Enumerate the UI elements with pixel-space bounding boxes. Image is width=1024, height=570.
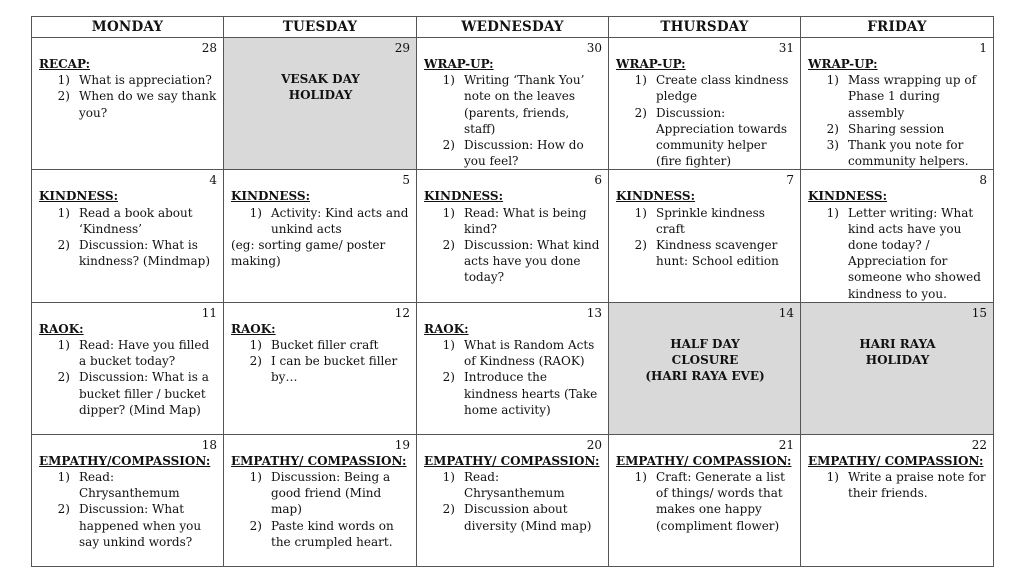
item-number: 2) [249,518,262,533]
item-number: 1) [442,470,455,485]
activity-item [616,237,794,269]
activity-item [231,518,410,550]
holiday-label [231,71,410,103]
date-number: 31 [778,41,794,55]
item-number: 1) [57,205,70,220]
item-text: Read a book about ‘Kindness’ [79,205,193,236]
holiday-cell [609,302,801,434]
date-number: 11 [201,305,217,320]
week-row [32,38,994,170]
activity-item [39,72,217,88]
day-cell [417,302,609,434]
table-header [32,17,994,38]
activity-item [424,469,602,501]
item-text: Activity: Kind acts and unkind acts [271,205,409,236]
activity-item [424,205,602,237]
activity-item [424,337,602,369]
item-text: Bucket filler craft [271,338,379,353]
activity-item [424,137,602,169]
item-number: 1) [249,205,262,220]
activity-item [424,369,602,418]
date-number: 4 [209,173,217,188]
activity-list [39,469,217,550]
date-number: 8 [979,173,987,188]
theme-heading: KINDNESS: [424,189,504,204]
date-number: 19 [394,437,410,452]
day-cell [32,302,224,434]
item-number: 1) [249,470,262,485]
item-text: I can be bucket filler by… [271,354,398,385]
activity-item [616,469,794,534]
holiday-label-line: CLOSURE [671,353,739,368]
item-text: Discussion: What happened when you say unkind words? [79,502,202,549]
theme-heading: RECAP: [39,57,91,71]
item-number: 1) [634,205,647,220]
item-number: 2) [826,121,839,136]
item-number: 2) [57,502,70,517]
week-row [32,170,994,302]
activity-list [424,469,602,534]
theme-heading: RAOK: [231,321,276,336]
day-cell [32,434,224,566]
item-number: 2) [442,370,455,385]
theme-heading: RAOK: [424,321,469,336]
activity-list [616,469,794,534]
activity-item [424,501,602,533]
activity-item [616,105,794,170]
holiday-cell [224,38,417,170]
item-text: Craft: Generate a list of things/ words that makes one happy (compliment flower) [656,470,785,533]
activity-list [808,72,987,169]
item-number: 2) [442,502,455,517]
item-text: Thank you note for community helpers. [848,138,969,169]
day-header-thursday: THURSDAY [609,17,801,38]
theme-heading: EMPATHY/COMPASSION: [39,453,211,468]
activity-item [39,337,217,369]
item-number: 2) [57,370,70,385]
day-cell [417,38,609,170]
theme-heading: WRAP-UP: [616,57,686,71]
item-text: Discussion: Appreciation towards community helper (fire fighter) [656,105,788,169]
day-cell [32,38,224,170]
date-number: 29 [394,41,410,55]
activity-list [424,72,602,169]
day-header-wednesday: WEDNESDAY [417,17,609,38]
day-cell [224,434,417,566]
date-number: 6 [594,173,602,188]
holiday-label-line: (HARI RAYA EVE) [645,369,765,384]
date-number: 12 [394,305,410,320]
day-cell [609,434,801,566]
day-cell [801,38,994,170]
item-number: 1) [634,73,647,88]
date-number: 7 [786,173,794,188]
theme-heading: EMPATHY/ COMPASSION: [424,453,600,468]
day-cell [224,170,417,302]
item-number: 1) [57,338,70,353]
weekly-schedule-table [31,16,994,567]
activity-list [616,205,794,270]
activity-list [616,72,794,169]
item-text: What is Random Acts of Kindness (RAOK) [464,338,595,369]
theme-heading: RAOK: [39,321,84,336]
item-text: What is appreciation? [79,73,212,88]
activity-note: (eg: sorting game/ poster making) [231,238,386,269]
activity-list [39,337,217,418]
holiday-label [616,336,794,385]
activity-list [231,337,410,386]
activity-list [39,72,217,121]
activity-list [808,469,987,501]
day-cell [609,38,801,170]
table-body [32,38,994,567]
item-number: 1) [826,470,839,485]
item-text: Read: Chrysanthemum [79,470,180,501]
date-number: 28 [201,41,217,55]
theme-heading: WRAP-UP: [808,57,878,71]
day-cell [801,434,994,566]
activity-list [424,205,602,286]
activity-list [39,205,217,270]
item-text: Discussion about diversity (Mind map) [464,502,592,533]
date-number: 14 [778,305,794,320]
date-number: 22 [971,437,987,452]
item-number: 2) [57,89,70,104]
item-number: 1) [634,470,647,485]
week-row [32,434,994,566]
day-cell [417,170,609,302]
week-row [32,302,994,434]
day-cell [801,170,994,302]
item-text: Mass wrapping up of Phase 1 during assembly [848,73,977,120]
date-number: 5 [402,173,410,188]
date-number: 21 [778,437,794,452]
item-text: Introduce the kindness hearts (Take home activity) [464,370,598,417]
item-number: 2) [442,238,455,253]
item-number: 1) [57,470,70,485]
item-text: Read: Chrysanthemum [464,470,565,501]
item-text: Writing ‘Thank You’ note on the leaves (parents, friends, staff) [464,73,585,136]
item-number: 1) [249,338,262,353]
item-number: 2) [634,105,647,120]
item-text: Discussion: What is kindness? (Mindmap) [79,238,211,269]
date-number: 18 [201,437,217,452]
item-number: 2) [57,238,70,253]
item-number: 2) [249,354,262,369]
item-number: 1) [826,205,839,220]
date-number: 30 [586,41,602,55]
activity-item [808,121,987,137]
item-text: Paste kind words on the crumpled heart. [271,518,394,549]
activity-list [808,205,987,302]
activity-item [808,469,987,501]
day-header-friday: FRIDAY [801,17,994,38]
item-number: 1) [57,73,70,88]
item-text: Sharing session [848,121,945,136]
item-number: 2) [442,138,455,153]
item-text: Letter writing: What kind acts have you done today? / Appreciation for someone who showed kindness to you. [848,205,981,301]
item-number: 1) [442,73,455,88]
item-number: 1) [442,205,455,220]
date-number: 1 [979,41,987,55]
holiday-cell [801,302,994,434]
activity-item [231,353,410,385]
holiday-label [808,336,987,368]
activity-item [231,205,410,237]
item-number: 3) [826,138,839,153]
theme-heading: KINDNESS: [808,189,888,204]
theme-heading: EMPATHY/ COMPASSION: [808,453,984,468]
activity-item [616,205,794,237]
activity-item [808,137,987,169]
item-number: 1) [826,73,839,88]
holiday-label-line: HARI RAYA [859,336,936,351]
day-cell [417,434,609,566]
holiday-label-line: HOLIDAY [288,88,353,103]
activity-item [39,369,217,418]
date-number: 13 [586,305,602,320]
activity-item [808,205,987,302]
item-text: Discussion: What kind acts have you done today? [464,238,600,285]
holiday-label-line: HOLIDAY [865,353,930,368]
activity-item [39,237,217,269]
theme-heading: EMPATHY/ COMPASSION: [616,453,792,468]
date-number: 15 [971,305,987,320]
item-text: Sprinkle kindness craft [656,205,765,236]
item-text: Write a praise note for their friends. [848,470,986,501]
activity-item [424,72,602,137]
day-cell [224,302,417,434]
activity-item [616,72,794,104]
theme-heading: KINDNESS: [231,189,311,204]
activity-item [231,469,410,518]
holiday-label-line: HALF DAY [670,336,740,351]
item-text: Create class kindness pledge [656,73,789,104]
activity-item [39,469,217,501]
activity-list [424,337,602,418]
item-text: Discussion: Being a good friend (Mind map) [271,470,391,517]
activity-item [39,88,217,120]
day-cell [609,170,801,302]
holiday-label-line: VESAK DAY [281,72,360,86]
item-text: Kindness scavenger hunt: School edition [656,238,779,269]
day-cell [32,170,224,302]
item-text: When do we say thank you? [79,89,217,120]
activity-item [231,337,410,353]
theme-heading: KINDNESS: [39,189,119,204]
activity-item [39,501,217,550]
activity-item [39,205,217,237]
theme-heading: KINDNESS: [616,189,696,204]
item-text: Read: What is being kind? [464,205,587,236]
theme-heading: EMPATHY/ COMPASSION: [231,453,407,468]
item-text: Read: Have you filled a bucket today? [79,338,210,369]
item-text: Discussion: How do you feel? [464,138,584,169]
item-text: Discussion: What is a bucket filler / bucket dipper? (Mind Map) [79,370,209,417]
item-number: 1) [442,338,455,353]
activity-item [808,72,987,121]
date-number: 20 [586,437,602,452]
day-header-tuesday: TUESDAY [224,17,417,38]
activity-item [424,237,602,286]
theme-heading: WRAP-UP: [424,57,494,71]
activity-list [231,469,410,550]
item-number: 2) [634,238,647,253]
day-header-monday: MONDAY [32,17,224,38]
activity-list [231,205,410,237]
